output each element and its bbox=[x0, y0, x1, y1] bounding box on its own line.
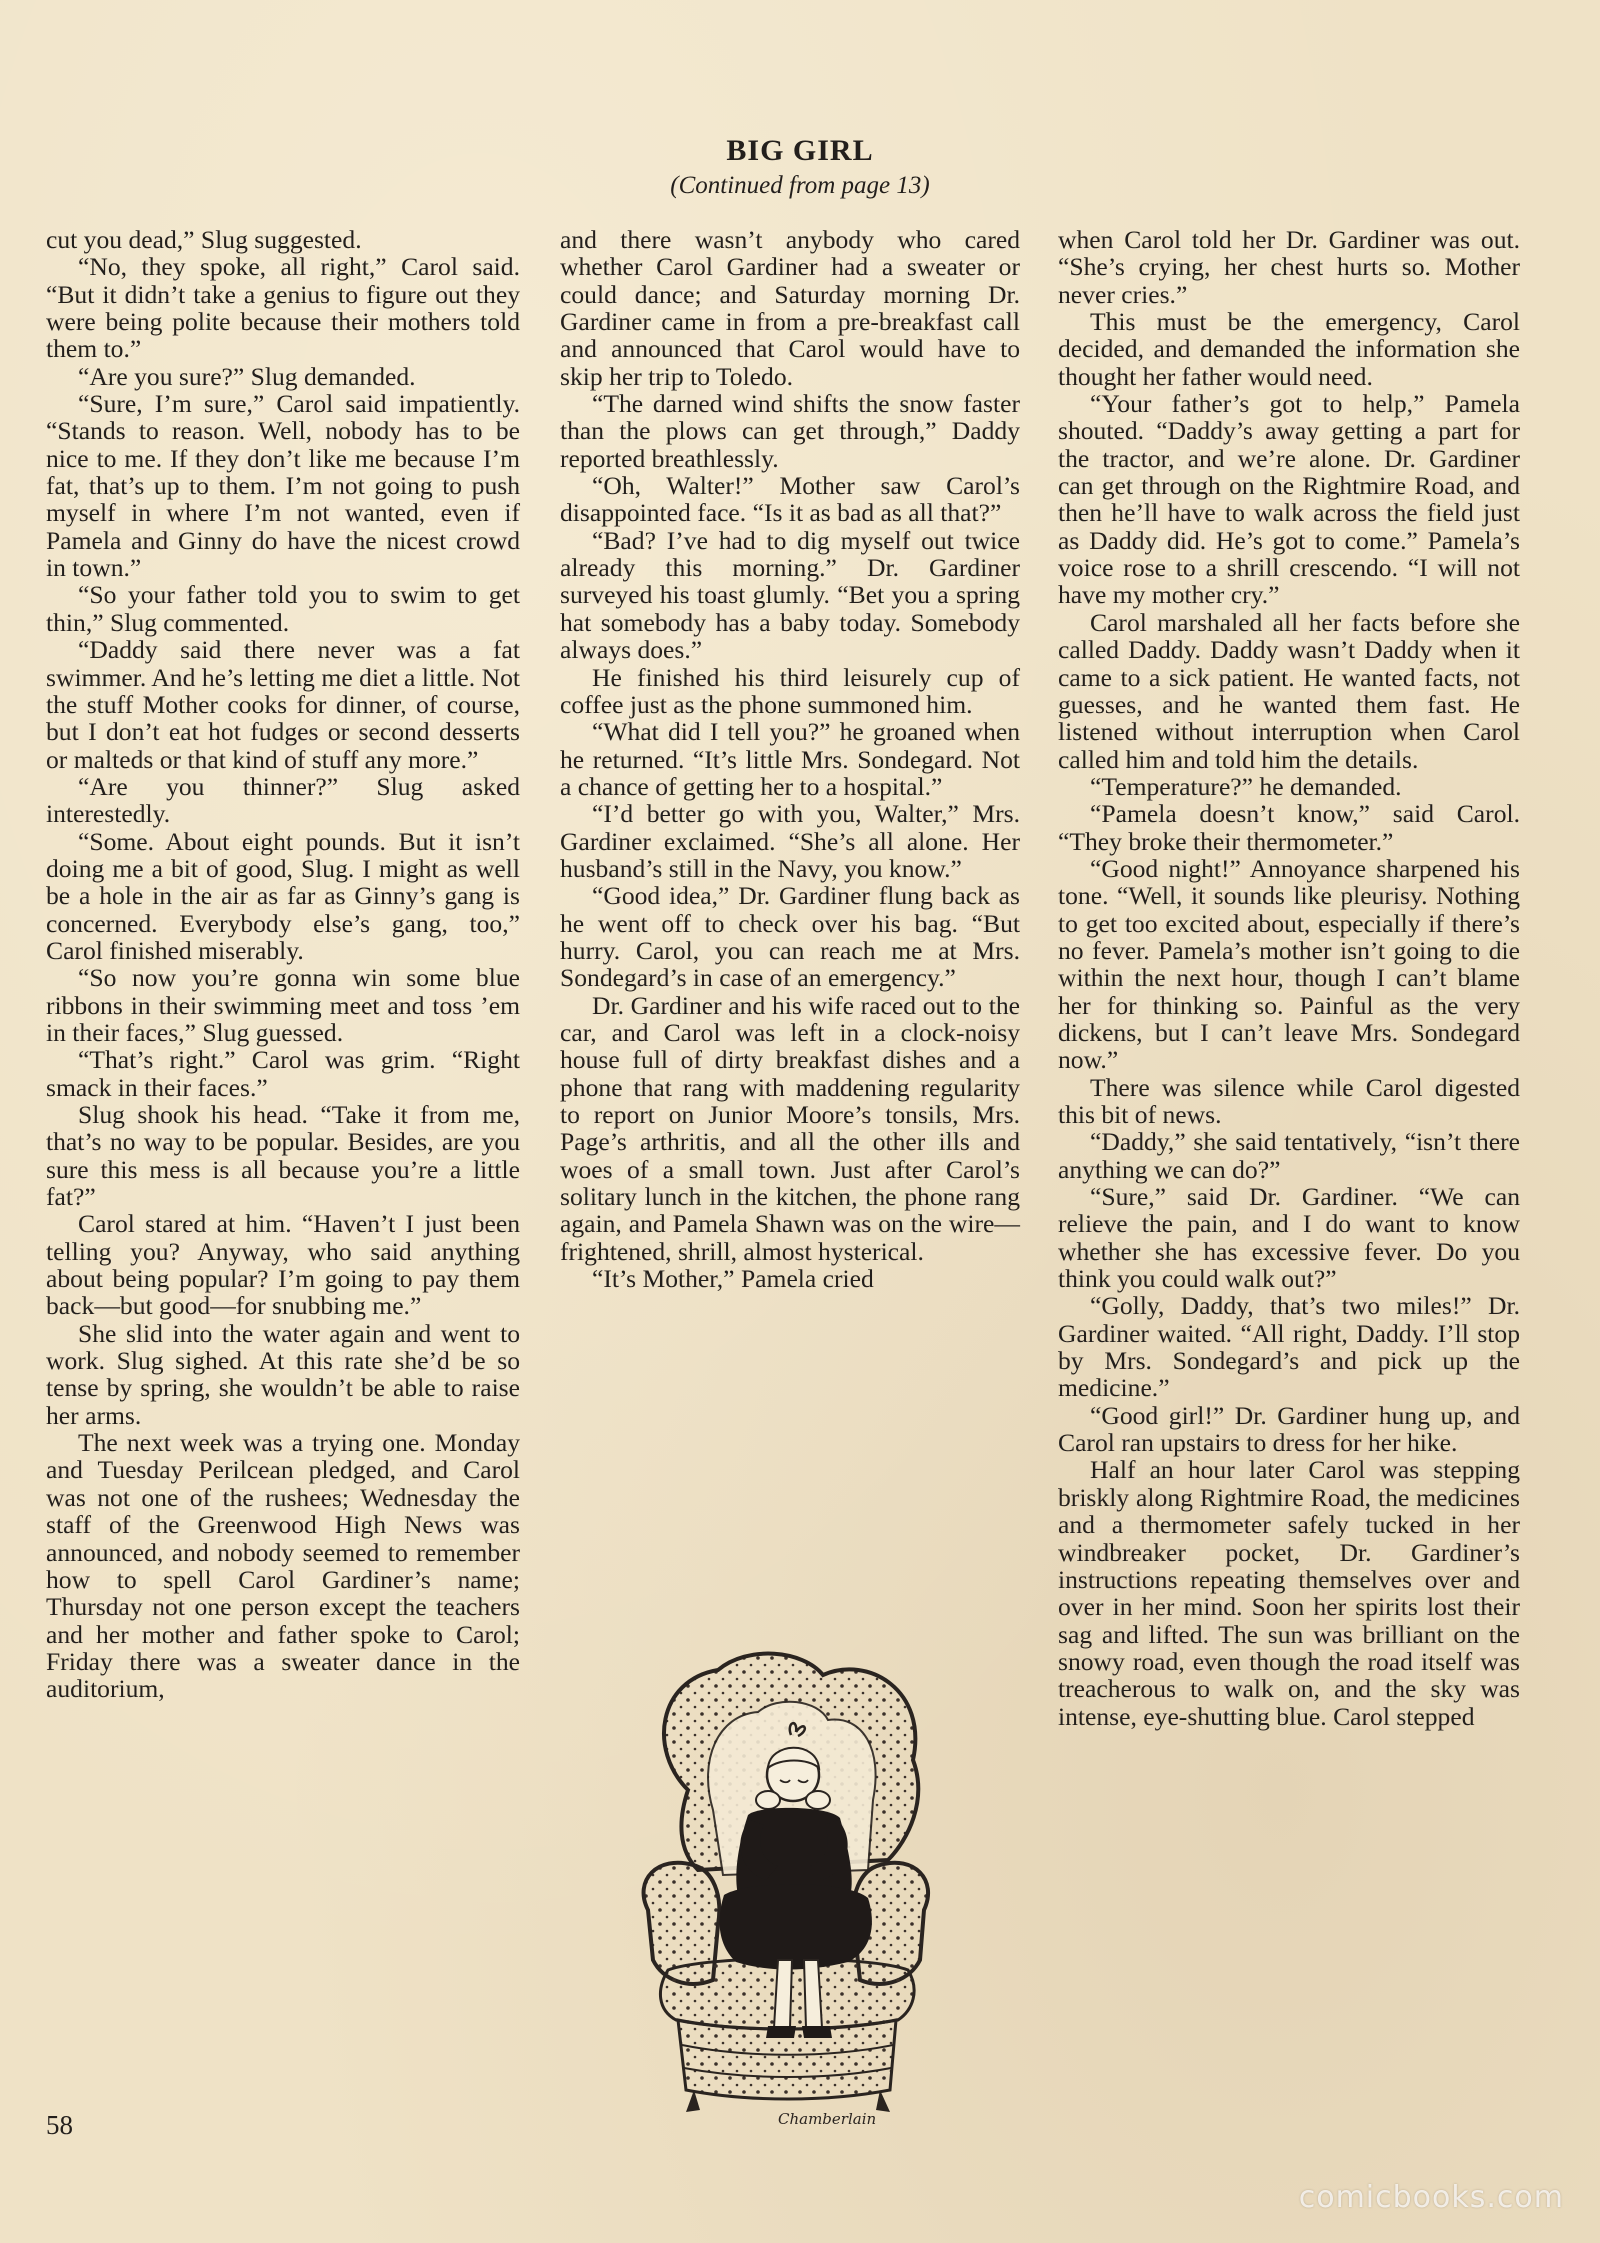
paragraph: “Bad? I’ve had to dig myself out twice already this morning.” Dr. Gardiner surveyed his toast glumly. “Bet you a spring hat somebody has a baby today. Somebody always does.” bbox=[560, 525, 1020, 665]
text-column-1 bbox=[46, 226, 520, 1703]
paragraph: “Oh, Walter!” Mother saw Carol’s disappointed face. “Is it as bad as all that?” bbox=[560, 471, 1020, 528]
paragraph: “So now you’re gonna win some blue ribbons in their swimming meet and toss ’em in their faces,” Slug guessed. bbox=[46, 963, 520, 1047]
paragraph: Carol stared at him. “Haven’t I just been telling you? Anyway, who said anything about being popular? I’m going to pay them back—but good—for snubbing me.” bbox=[46, 1209, 520, 1321]
story-title: BIG GIRL bbox=[726, 134, 874, 167]
paragraph: “Daddy said there never was a fat swimmer. And he’s letting me diet a little. Not the stuff Mother cooks for dinner, of course, but I don’t eat hot fudges or second desserts or malteds or that kind of stuff any more.” bbox=[46, 635, 520, 774]
paragraph: and there wasn’t anybody who cared whether Carol Gardiner had a sweater or could dance; and Saturday morning Dr. Gardiner came in from a pre-breakfast call and announced that Carol would have to skip her trip to Toledo. bbox=[560, 225, 1020, 391]
paragraph: There was silence while Carol digested this bit of news. bbox=[1058, 1072, 1520, 1129]
paragraph: He finished his third leisurely cup of coffee just as the phone summoned him. bbox=[560, 662, 1020, 719]
paragraph: “Good girl!” Dr. Gardiner hung up, and Carol ran upstairs to dress for her hike. bbox=[1058, 1400, 1520, 1458]
illustrator-signature: Chamberlain bbox=[778, 2110, 877, 2128]
paragraph: “Are you sure?” Slug demanded. bbox=[78, 361, 416, 391]
paragraph: “No, they spoke, all right,” Carol said. “But it didn’t take a genius to figure out they were being polite because their mothers told them to.” bbox=[46, 252, 520, 364]
paragraph: “I’d better go with you, Walter,” Mrs. Gardiner exclaimed. “She’s all alone. Her husband’s still in the Navy, you know.” bbox=[560, 799, 1020, 883]
paragraph: “The darned wind shifts the snow faster than the plows can get through,” Daddy reported breathlessly. bbox=[560, 389, 1020, 473]
paragraph: “Good night!” Annoyance sharpened his tone. “Well, it sounds like pleurisy. Nothing to get too excited about, especially if there’s no fever. Pamela’s mother isn’t going to die within the next hour, though I can’t blame her for thinking so. Painful as the very dickens, but I can’t leave Mrs. Sondegard now.” bbox=[1058, 853, 1520, 1075]
paragraph: “Are you thinner?” Slug asked interestedly. bbox=[46, 771, 520, 829]
site-watermark: comicbooks.com bbox=[1298, 2180, 1564, 2215]
paragraph: The next week was a trying one. Monday and Tuesday Perilcean pledged, and Carol was not one of the rushees; Wednesday the staff of the Greenwood High News was announced, and nobody seemed to remember how to spell Carol Gardiner’s name; Thursday not one person except the teachers and her mother and father spoke to Carol; Friday there was a sweater dance in the auditorium, bbox=[46, 1428, 520, 1704]
paragraph: “Pamela doesn’t know,” said Carol. “They broke their thermometer.” bbox=[1058, 799, 1520, 856]
paragraph: “Sure, I’m sure,” Carol said impatiently. “Stands to reason. Well, nobody has to be nice to me. If they don’t like me because I’m fat, that’s up to them. I’m not going to push myself in where I’m not wanted, even if Pamela and Ginny do have the nicest crowd in town.” bbox=[46, 389, 520, 583]
paragraph: “Your father’s got to help,” Pamela shouted. “Daddy’s away getting a part for the tractor, and we’re alone. Dr. Gardiner can get through on the Rightmire Road, and then he’ll have to walk across the field just as Daddy did. He’s got to come.” Pamela’s voice rose to a shrill crescendo. “I will not have my mother cry.” bbox=[1058, 389, 1520, 610]
paragraph: when Carol told her Dr. Gardiner was out. “She’s crying, her chest hurts so. Mother never cries.” bbox=[1058, 225, 1520, 309]
paragraph: “Daddy,” she said tentatively, “isn’t there anything we can do?” bbox=[1058, 1127, 1520, 1184]
page-number: 58 bbox=[46, 2110, 73, 2140]
paragraph: Carol marshaled all her facts before she called Daddy. Daddy wasn’t Daddy when it came to a sick patient. He wanted facts, not guesses, and he wanted them fast. He listened without interruption when Carol called him and told him the details. bbox=[1058, 607, 1520, 774]
paragraph: “So your father told you to swim to get thin,” Slug commented. bbox=[46, 580, 520, 637]
paragraph: “Temperature?” he demanded. bbox=[1090, 771, 1402, 801]
paragraph: “That’s right.” Carol was grim. “Right smack in their faces.” bbox=[46, 1045, 520, 1102]
paragraph: Slug shook his head. “Take it from me, that’s no way to be popular. Besides, are you sure this mess is all because you’re a little fat?” bbox=[46, 1100, 520, 1212]
continued-note: (Continued from page 13) bbox=[670, 172, 930, 199]
paragraph: “It’s Mother,” Pamela cried bbox=[592, 1264, 874, 1294]
paragraph: Half an hour later Carol was stepping briskly along Rightmire Road, the medicines and a thermometer safely tucked in her windbreaker pocket, Dr. Gardiner’s instructions repeating themselves over and over in her mind. Soon her spirits lost their sag and lifted. The sun was brilliant on the snowy road, even though the road itself was treacherous to walk on, and the sky was intense, eye-shutting blue. Carol stepped bbox=[1058, 1455, 1520, 1731]
paragraph: “What did I tell you?” he groaned when he returned. “It’s little Mrs. Sondegard. Not a chance of getting her to a hospital.” bbox=[560, 717, 1020, 801]
paragraph: “Golly, Daddy, that’s two miles!” Dr. Gardiner waited. “All right, Daddy. I’ll stop by Mrs. Sondegard’s and pick up the medicine.” bbox=[1058, 1291, 1520, 1403]
paragraph: “Good idea,” Dr. Gardiner flung back as he went off to check over his bag. “But hurry. Carol, you can reach me at Mrs. Sondegard’s in case of an emergency.” bbox=[560, 881, 1020, 993]
paragraph: cut you dead,” Slug suggested. bbox=[46, 225, 362, 254]
text-column-3 bbox=[1058, 226, 1520, 1730]
paragraph: This must be the emergency, Carol decided, and demanded the information she thought her father would need. bbox=[1058, 307, 1520, 391]
text-column-2 bbox=[560, 226, 1020, 1292]
paragraph: “Sure,” said Dr. Gardiner. “We can relieve the pain, and I do want to know whether she has excessive fever. Do you think you could walk out?” bbox=[1058, 1182, 1520, 1294]
paragraph: Dr. Gardiner and his wife raced out to the car, and Carol was left in a clock-noisy house full of dirty breakfast dishes and a phone that rang with maddening regularity to report on Junior Moore’s tonsils, Mrs. Page’s arthritis, and all the other ills and woes of a small town. Just after Carol’s solitary lunch in the kitchen, the phone rang again, and Pamela Shawn was on the wire—frightened, shrill, almost hysterical. bbox=[560, 990, 1020, 1266]
paragraph: She slid into the water again and went to work. Slug sighed. At this rate she’d be so tense by spring, she wouldn’t be able to raise her arms. bbox=[46, 1318, 520, 1430]
girl-in-armchair-illustration bbox=[628, 1640, 944, 2128]
armchair-drawing bbox=[628, 1640, 944, 2128]
paragraph: “Some. About eight pounds. But it isn’t doing me a bit of good, Slug. I might as well be a hole in the air as far as Ginny’s gang is concerned. Everybody else’s gang, too,” Carol finished miserably. bbox=[46, 826, 520, 965]
